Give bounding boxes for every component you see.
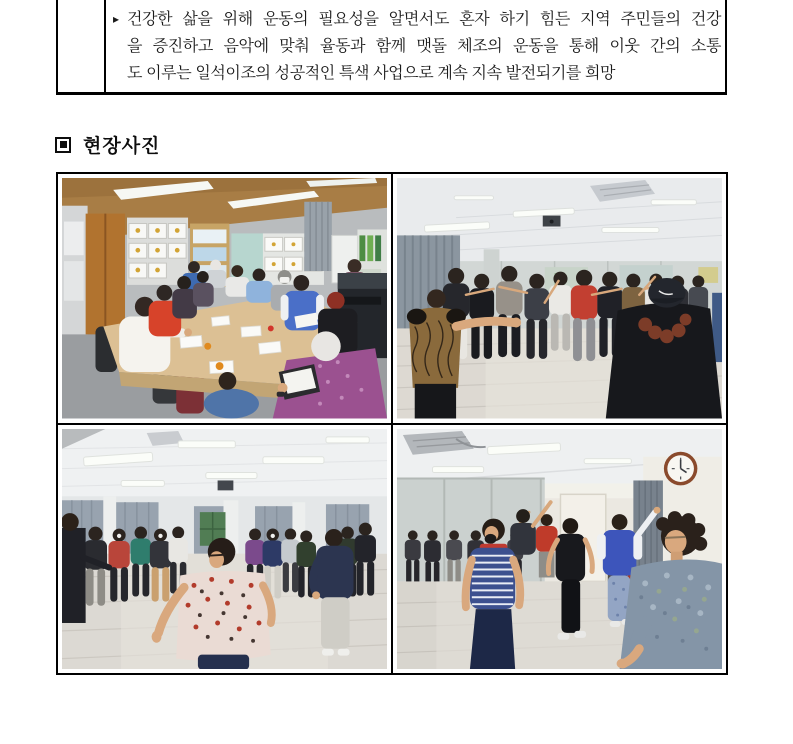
square-in-square-icon <box>55 137 71 153</box>
section-header <box>55 131 160 158</box>
triangle-bullet-icon: ▸ <box>113 12 120 26</box>
photo-dance-hall-image <box>62 429 387 670</box>
table-text-cell <box>106 0 725 92</box>
photo-meeting <box>58 174 391 423</box>
summary-line: 을 증진하고 음악에 맞춰 율동과 함께 맷돌 체조의 운동을 통해 이웃 간의 소통 <box>127 38 721 55</box>
photo-meeting-image <box>62 178 387 419</box>
summary-table <box>56 0 727 95</box>
photo-exercise-mirror <box>393 174 726 423</box>
table-label-cell <box>58 0 106 92</box>
photo-hall-clock <box>393 425 726 674</box>
photo-grid <box>56 172 728 675</box>
summary-line: 도 이루는 일석이조의 성공적인 특색 사업으로 계속 지속 발전되기를 희망 <box>127 65 616 82</box>
photo-dance-hall <box>58 425 391 674</box>
summary-line: 건강한 삶을 위해 운동의 필요성을 알면서도 혼자 하기 힘든 지역 주민들의 건강 <box>127 11 721 28</box>
photo-hall-clock-image <box>397 429 722 670</box>
section-title: 현장사진 <box>83 136 161 157</box>
photo-exercise-mirror-image <box>397 178 722 419</box>
